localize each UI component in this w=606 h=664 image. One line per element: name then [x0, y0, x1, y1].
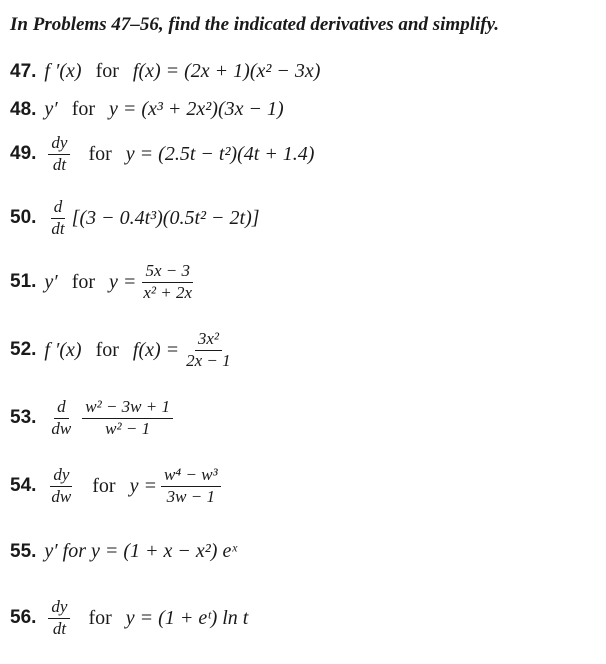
problem-51	[10, 262, 199, 302]
for-label: for	[92, 474, 116, 497]
function-fraction	[161, 466, 221, 506]
fraction-numerator: 5x − 3	[142, 262, 193, 283]
function-lhs: y =	[109, 270, 137, 293]
fraction-denominator: dt	[52, 154, 67, 174]
fraction-numerator: 3x²	[195, 330, 222, 351]
problem-54	[10, 466, 225, 506]
problem-49	[10, 134, 314, 174]
fraction-denominator: dw	[51, 486, 72, 506]
fraction-denominator: x² + 2x	[143, 282, 193, 302]
function-fraction	[82, 398, 173, 438]
problem-number: 47.	[10, 60, 37, 82]
function-expression: f(x) = (2x + 1)(x² − 3x)	[132, 60, 321, 82]
for-label: for	[95, 60, 119, 82]
fraction-denominator: dt	[51, 218, 65, 238]
for-label: for	[88, 142, 112, 165]
function-fraction	[140, 262, 195, 302]
problem-number: 55.	[10, 540, 37, 562]
problem-number: 51.	[10, 271, 37, 293]
function-expression: y = (x³ + 2x²)(3x − 1)	[109, 98, 284, 120]
fraction-numerator: w⁴ − w³	[161, 466, 221, 487]
derivative-fraction	[48, 134, 70, 174]
fraction-numerator: d	[54, 398, 69, 419]
fraction-numerator: dy	[50, 466, 72, 487]
function-expression: y = (1 + eᵗ) ln t	[125, 606, 249, 629]
problem-set-heading: In Problems 47–56, find the indicated derivatives and simplify.	[10, 14, 500, 35]
problem-50	[10, 198, 260, 238]
problem-52	[10, 330, 238, 370]
function-lhs: y =	[129, 474, 157, 497]
derivative-notation: f ′(x)	[44, 338, 82, 361]
problem-number: 48.	[10, 98, 37, 120]
for-label: for	[71, 270, 96, 293]
for-label: for	[95, 338, 119, 361]
problem-47	[10, 60, 320, 83]
for-label: for	[71, 98, 96, 120]
function-expression: [(3 − 0.4t³)(0.5t² − 2t)]	[71, 206, 260, 229]
fraction-denominator: dt	[52, 618, 67, 638]
problem-number: 52.	[10, 339, 37, 361]
derivative-fraction	[48, 198, 67, 238]
problem-53	[10, 398, 177, 438]
problem-number: 49.	[10, 143, 37, 165]
derivative-fraction	[48, 466, 74, 506]
fraction-numerator: w² − 3w + 1	[82, 398, 173, 419]
problem-55	[10, 540, 237, 563]
fraction-numerator: d	[51, 198, 66, 219]
problem-56	[10, 598, 248, 638]
problem-number: 53.	[10, 407, 37, 429]
fraction-denominator: w² − 1	[105, 418, 151, 438]
fraction-numerator: dy	[48, 598, 70, 619]
problem-number: 50.	[10, 207, 37, 229]
fraction-numerator: dy	[48, 134, 70, 155]
derivative-fraction	[48, 598, 70, 638]
for-label: for	[88, 606, 112, 629]
fraction-denominator: dw	[51, 418, 72, 438]
problem-48	[10, 98, 284, 121]
problem-number: 54.	[10, 475, 37, 497]
fraction-denominator: 3w − 1	[166, 486, 215, 506]
function-fraction	[183, 330, 234, 370]
problem-number: 56.	[10, 607, 37, 629]
function-expression: y = (2.5t − t²)(4t + 1.4)	[125, 142, 315, 165]
derivative-notation: y′	[44, 270, 58, 293]
derivative-notation: y′	[44, 98, 58, 120]
derivative-fraction	[48, 398, 74, 438]
function-expression: y′ for y = (1 + x − x²) eˣ	[44, 540, 237, 562]
derivative-notation: f ′(x)	[44, 60, 82, 82]
fraction-denominator: 2x − 1	[186, 350, 231, 370]
function-lhs: f(x) =	[132, 338, 180, 361]
